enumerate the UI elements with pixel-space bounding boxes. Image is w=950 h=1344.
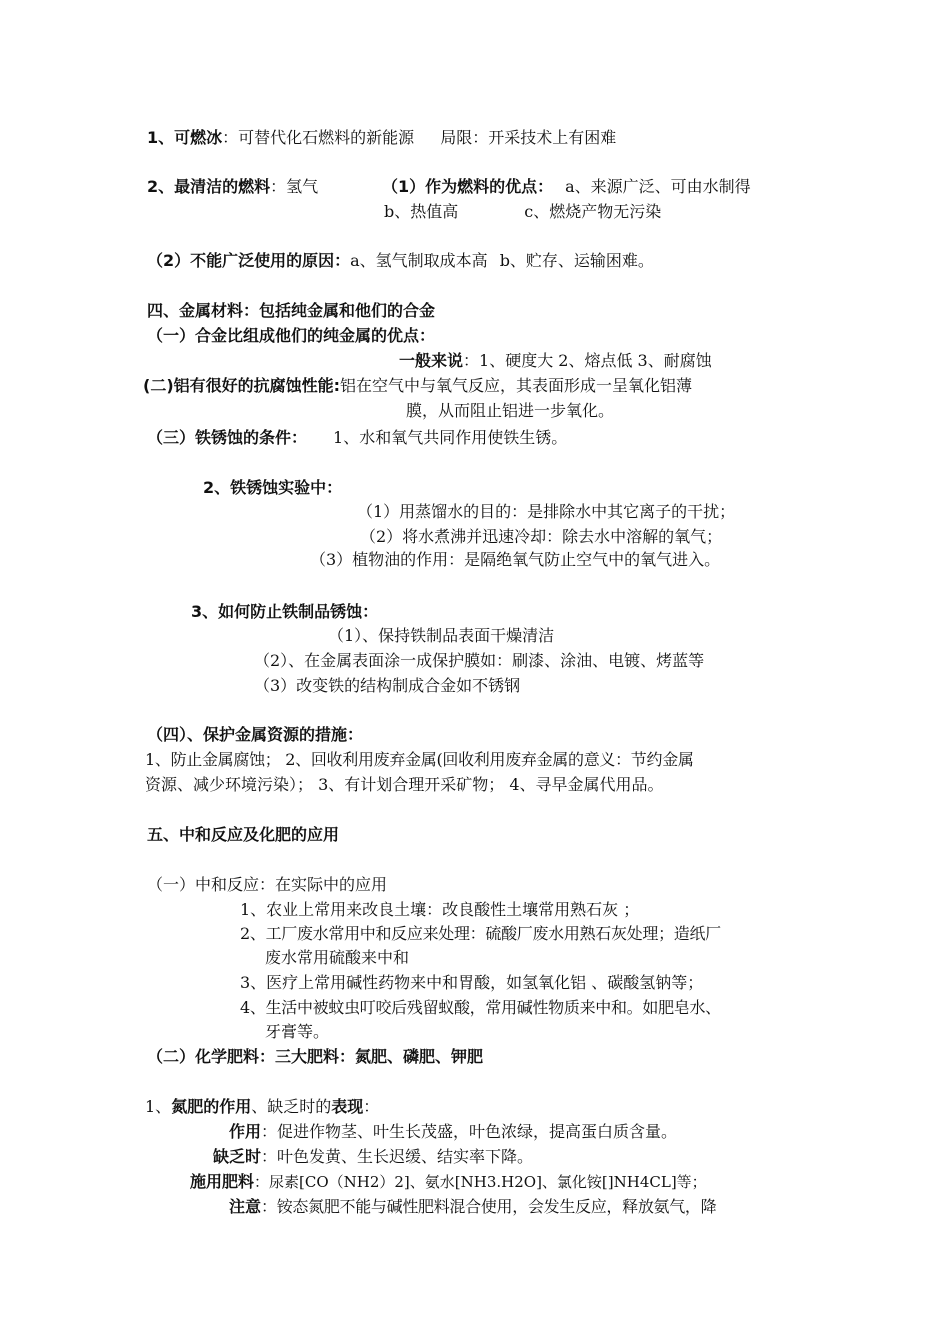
heading-rust-conditions: （三）铁锈蚀的条件：	[147, 428, 308, 447]
advantage-a: a、来源广泛、可由水制得	[565, 177, 751, 196]
label-deficiency: 缺乏时	[213, 1147, 262, 1166]
line-note	[229, 1196, 716, 1218]
alloy-points: ：1、硬度大 2、熔点低 3、耐腐蚀	[463, 351, 712, 370]
neutralization-use-1: 1、农业上常用来改良土壤：改良酸性土壤常用熟石灰 ；	[240, 900, 640, 919]
line-rust-conditions	[147, 427, 567, 449]
colon: ：	[363, 1097, 380, 1116]
combustible-ice-limit: 局限：开采技术上有困难	[440, 128, 617, 147]
neutralization-use-3: 3、医疗上常用碱性药物来中和胃酸，如氢氧化铝 、碳酸氢钠等；	[240, 973, 704, 992]
aluminum-desc: 铝在空气中与氧气反应，其表面形成一呈氧化铝薄	[340, 376, 693, 395]
line-apply	[190, 1171, 707, 1193]
heading-combustible-ice: 可燃冰	[174, 128, 223, 147]
prevention-point-1: （1）、保持铁制品表面干燥清洁	[328, 626, 555, 645]
label-note: 注意	[229, 1197, 262, 1216]
prevention-point-2: （2）、在金属表面涂一成保护膜如：刷漆、涂油、电镀、烤蓝等	[254, 651, 705, 670]
line-combustible-ice	[147, 127, 616, 149]
deficiency-text: ：叶色发黄、生长迟缓、结实率下降。	[261, 1147, 534, 1166]
label-general: 一般来说	[399, 351, 464, 370]
line-effect	[229, 1121, 677, 1143]
heading-cleanest-fuel: 最清洁的燃料	[174, 177, 271, 196]
line-fuel-disadvantages	[147, 250, 654, 272]
colon: ：	[270, 177, 287, 196]
fuel-name: 氢气	[286, 177, 319, 196]
rust-conditions-desc: 1、水和氧气共同作用使铁生锈。	[333, 428, 568, 447]
protect-measures-2: 资源、减少环境污染）； 3、有计划合理开采矿物； 4、寻早金属代用品。	[145, 775, 664, 794]
line-cleanest-fuel	[147, 176, 318, 198]
note-text: ：铵态氮肥不能与碱性肥料混合使用，会发生反应，释放氨气，降	[261, 1197, 717, 1216]
item-number: 2、	[147, 177, 175, 196]
line-deficiency	[213, 1146, 533, 1168]
heading-disadvantages: （2）不能广泛使用的原因：	[147, 251, 351, 270]
line-fuel-advantages	[382, 176, 751, 198]
heading-aluminum: (二)铝有很好的抗腐蚀性能:	[143, 376, 341, 395]
line-nitrogen-fertilizer	[145, 1096, 379, 1118]
label-symptoms: 表现	[331, 1097, 364, 1116]
heading-alloy-advantages: （一）合金比组成他们的纯金属的优点：	[147, 326, 436, 345]
aluminum-desc-cont: 膜，从而阻止铝进一步氧化。	[406, 401, 615, 420]
neutralization-use-2-cont: 废水常用硫酸来中和	[265, 948, 410, 967]
disadvantage-b: b、贮存、运输困难。	[499, 251, 654, 270]
neutralization-use-2: 2、工厂废水常用中和反应来处理：硫酸厂废水用熟石灰处理；造纸厂	[240, 924, 721, 943]
protect-measures-1: 1、防止金属腐蚀； 2、回收利用废弃金属(回收利用废弃金属的意义：节约金属	[145, 750, 694, 769]
apply-text: ：尿素[CO（NH2）2]、氨水[NH3.H2O]、氯化铵[]NH4CL]等；	[254, 1173, 707, 1191]
colon: ：	[222, 128, 239, 147]
label-nitrogen-role: 氮肥的作用	[171, 1097, 252, 1116]
experiment-point-3: （3）植物油的作用：是隔绝氧气防止空气中的氧气进入。	[310, 550, 721, 569]
heading-neutralization-fertilizer: 五、中和反应及化肥的应用	[147, 825, 340, 844]
line-aluminum	[143, 375, 692, 397]
combustible-ice-desc: 可替代化石燃料的新能源	[238, 128, 415, 147]
line-fuel-advantages-2	[384, 201, 661, 223]
label-effect: 作用	[229, 1122, 262, 1141]
neutralization-use-4: 4、生活中被蚊虫叮咬后残留蚁酸，常用碱性物质来中和。如肥皂水、	[240, 998, 721, 1017]
heading-rust-experiment: 2、铁锈蚀实验中：	[203, 478, 343, 497]
heading-chemical-fertilizer: （二）化学肥料：三大肥料：氮肥、磷肥、钾肥	[147, 1047, 484, 1066]
advantage-b: b、热值高	[384, 202, 459, 221]
label-apply: 施用肥料	[190, 1172, 255, 1191]
heading-protect-resources: （四）、保护金属资源的措施：	[147, 725, 364, 744]
advantage-c: c、燃烧产物无污染	[524, 202, 662, 221]
heading-rust-prevention: 3、如何防止铁制品锈蚀：	[191, 602, 379, 621]
line-alloy-points	[399, 350, 712, 372]
neutralization-use-4-cont: 牙膏等。	[265, 1022, 330, 1041]
experiment-point-2: （2）将水煮沸并迅速冷却：除去水中溶解的氧气；	[360, 527, 723, 546]
prevention-point-3: （3）改变铁的结构制成合金如不锈钢	[254, 676, 521, 695]
item-number: 1、	[145, 1097, 172, 1116]
disadvantage-a: a、氢气制取成本高	[350, 251, 488, 270]
heading-advantages: （1）作为燃料的优点：	[382, 177, 554, 196]
experiment-point-1: （1）用蒸馏水的目的：是排除水中其它离子的干扰；	[357, 502, 736, 521]
item-number: 1、	[147, 128, 175, 147]
effect-text: ：促进作物茎、叶生长茂盛，叶色浓绿，提高蛋白质含量。	[261, 1122, 678, 1141]
heading-neutralization: （一）中和反应：在实际中的应用	[147, 875, 388, 894]
heading-metal-materials: 四、金属材料：包括纯金属和他们的合金	[147, 301, 436, 320]
text-lack: 、缺乏时的	[251, 1097, 332, 1116]
